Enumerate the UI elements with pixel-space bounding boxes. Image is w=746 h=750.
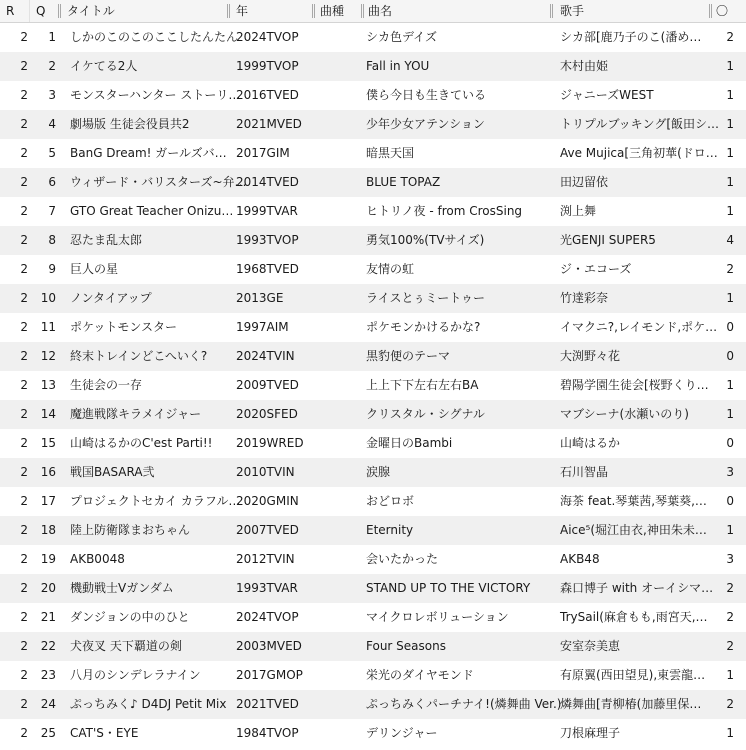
column-header-r[interactable]: R [6, 4, 15, 18]
cell-artist: Aice⁵(堀江由衣,神田朱未… [560, 523, 707, 537]
cell-artist: イマクニ?,レイモンド,ポケ… [560, 320, 718, 334]
column-header-q[interactable]: Q [36, 4, 46, 18]
cell-song: 涙腺 [366, 465, 391, 479]
cell-title: 山崎はるかのC'est Parti!! [70, 436, 213, 450]
cell-artist: 安室奈美恵 [560, 639, 621, 653]
cell-year: 1993TVAR [236, 581, 298, 595]
table-row[interactable] [0, 400, 746, 429]
cell-title: 魔進戦隊キラメイジャー [70, 407, 202, 421]
cell-r: 2 [20, 30, 28, 44]
cell-year: 2020GMIN [236, 494, 299, 508]
cell-q: 21 [40, 610, 56, 624]
cell-artist: 碧陽学園生徒会[桜野くり… [560, 378, 709, 392]
column-resize-handle[interactable] [361, 4, 364, 18]
cell-artist: 渕上舞 [560, 204, 597, 218]
cell-q: 11 [40, 320, 56, 334]
column-resize-handle[interactable] [709, 4, 712, 18]
cell-r: 2 [20, 697, 28, 711]
cell-year: 1999TVAR [236, 204, 298, 218]
cell-artist: 光GENJI SUPER5 [560, 233, 656, 247]
cell-q: 10 [40, 291, 56, 305]
cell-q: 24 [40, 697, 56, 711]
cell-year: 2021MVED [236, 117, 302, 131]
cell-r: 2 [20, 349, 28, 363]
table-row[interactable] [0, 429, 746, 458]
cell-title: CAT'S・EYE [70, 726, 139, 740]
cell-title: 戦国BASARA弐 [70, 465, 155, 479]
cell-song: Fall in YOU [366, 59, 430, 73]
cell-r: 2 [20, 552, 28, 566]
cell-song: ポケモンかけるかな? [366, 320, 481, 334]
cell-count: 1 [726, 407, 734, 421]
cell-title: イケてる2人 [70, 59, 138, 73]
cell-r: 2 [20, 726, 28, 740]
cell-artist: 大渕野々花 [560, 349, 621, 363]
cell-year: 2016TVED [236, 88, 299, 102]
table-row[interactable] [0, 226, 746, 255]
cell-count: 2 [726, 262, 734, 276]
cell-artist: 燐舞曲[青柳椿(加藤里保… [560, 697, 702, 711]
table-row[interactable] [0, 603, 746, 632]
column-resize-handle[interactable] [58, 4, 61, 18]
cell-artist: 森口博子 with オーイシマ… [560, 581, 714, 595]
cell-q: 22 [40, 639, 56, 653]
cell-artist: 山崎はるか [560, 436, 621, 450]
cell-q: 8 [48, 233, 56, 247]
cell-song: BLUE TOPAZ [366, 175, 441, 189]
cell-r: 2 [20, 407, 28, 421]
cell-title: 巨人の星 [70, 262, 119, 276]
column-header-artist[interactable]: 歌手 [560, 4, 585, 18]
table-row[interactable] [0, 516, 746, 545]
cell-year: 2019WRED [236, 436, 304, 450]
cell-song: Four Seasons [366, 639, 446, 653]
cell-song: おどロボ [366, 494, 415, 508]
cell-artist: TrySail(麻倉もも,雨宮天,… [560, 610, 708, 624]
cell-artist: 石川智晶 [560, 465, 609, 479]
cell-song: 少年少女アテンション [366, 117, 485, 131]
table-row[interactable] [0, 110, 746, 139]
table-row[interactable] [0, 23, 746, 52]
table-row[interactable] [0, 313, 746, 342]
cell-year: 2010TVIN [236, 465, 295, 479]
cell-song: シカ色デイズ [366, 30, 438, 44]
table-row[interactable] [0, 139, 746, 168]
cell-count: 1 [726, 291, 734, 305]
cell-r: 2 [20, 291, 28, 305]
cell-artist: トリプルブッキング[飯田シ… [560, 117, 720, 131]
cell-count: 1 [726, 668, 734, 682]
cell-song: Eternity [366, 523, 414, 537]
cell-artist: Ave Mujica[三角初華(ドロ… [560, 146, 718, 160]
cell-q: 16 [40, 465, 56, 479]
table-row[interactable] [0, 81, 746, 110]
cell-r: 2 [20, 610, 28, 624]
cell-year: 2020SFED [236, 407, 298, 421]
cell-year: 2017GMOP [236, 668, 303, 682]
cell-count: 1 [726, 117, 734, 131]
cell-r: 2 [20, 262, 28, 276]
column-header-year[interactable]: 年 [236, 4, 249, 18]
cell-year: 2013GE [236, 291, 284, 305]
cell-q: 23 [40, 668, 56, 682]
table-row[interactable] [0, 284, 746, 313]
cell-r: 2 [20, 320, 28, 334]
cell-song: 僕ら今日も生きている [366, 88, 487, 102]
cell-title: 生徒会の一存 [70, 378, 143, 392]
table-row[interactable] [0, 632, 746, 661]
cell-song: 金曜日のBambi [366, 436, 453, 450]
cell-q: 14 [40, 407, 56, 421]
cell-count: 2 [726, 30, 734, 44]
cell-title: ポケットモンスター [70, 320, 178, 334]
cell-artist: ジャニーズWEST [560, 88, 654, 102]
cell-count: 0 [726, 436, 734, 450]
cell-q: 5 [48, 146, 56, 160]
cell-q: 17 [40, 494, 56, 508]
cell-q: 25 [40, 726, 56, 740]
column-header-count[interactable]: 〇 [716, 4, 729, 18]
cell-title: 終末トレインどこへいく? [70, 349, 208, 363]
cell-song: ヒトリノ夜 - from CrosSing [366, 204, 523, 218]
cell-artist: シカ部[鹿乃子のこ(潘め… [560, 30, 702, 44]
cell-r: 2 [20, 204, 28, 218]
cell-title: 忍たま乱太郎 [70, 233, 143, 247]
table-row[interactable] [0, 661, 746, 690]
cell-artist: AKB48 [560, 552, 600, 566]
column-resize-handle[interactable] [312, 4, 315, 18]
table-row[interactable] [0, 690, 746, 719]
table-row[interactable] [0, 545, 746, 574]
cell-q: 2 [48, 59, 56, 73]
cell-r: 2 [20, 581, 28, 595]
cell-title: モンスターハンター ストーリ… [70, 88, 241, 102]
cell-title: AKB0048 [70, 552, 125, 566]
table-row[interactable] [0, 255, 746, 284]
cell-count: 0 [726, 494, 734, 508]
cell-song: 上上下下左右左右BA [366, 378, 479, 392]
cell-year: 2024TVIN [236, 349, 295, 363]
cell-year: 2012TVIN [236, 552, 295, 566]
cell-song: 友情の虹 [366, 262, 415, 276]
cell-year: 1999TVOP [236, 59, 299, 73]
cell-q: 20 [40, 581, 56, 595]
cell-title: ウィザード・バリスターズ~弁… [70, 175, 247, 189]
cell-song: マイクロレボリューション [366, 610, 509, 624]
cell-year: 2009TVED [236, 378, 299, 392]
table-row[interactable] [0, 458, 746, 487]
cell-year: 2003MVED [236, 639, 302, 653]
cell-song: ぷっちみくパーチナイ!(燐舞曲 Ver.) [366, 697, 562, 711]
cell-count: 1 [726, 175, 734, 189]
cell-title: 犬夜叉 天下覇道の剣 [70, 639, 182, 653]
cell-title: ノンタイアップ [70, 291, 152, 305]
table-header [0, 0, 746, 23]
cell-q: 12 [40, 349, 56, 363]
cell-count: 0 [726, 320, 734, 334]
cell-r: 2 [20, 436, 28, 450]
cell-count: 1 [726, 726, 734, 740]
cell-count: 2 [726, 610, 734, 624]
cell-title: BanG Dream! ガールズバ… [70, 146, 227, 160]
cell-q: 19 [40, 552, 56, 566]
cell-r: 2 [20, 117, 28, 131]
cell-count: 1 [726, 88, 734, 102]
cell-title: しかのこのこのここしたんたん [70, 30, 239, 44]
column-resize-handle[interactable] [550, 4, 553, 18]
table-row[interactable] [0, 719, 746, 748]
table-row[interactable] [0, 168, 746, 197]
cell-count: 1 [726, 523, 734, 537]
cell-r: 2 [20, 668, 28, 682]
cell-r: 2 [20, 378, 28, 392]
cell-q: 1 [48, 30, 56, 44]
cell-year: 2021TVED [236, 697, 299, 711]
cell-count: 2 [726, 581, 734, 595]
cell-r: 2 [20, 59, 28, 73]
cell-count: 3 [726, 552, 734, 566]
cell-title: 劇場版 生徒会役員共2 [70, 117, 190, 131]
cell-year: 2024TVOP [236, 610, 299, 624]
cell-count: 0 [726, 349, 734, 363]
cell-title: 機動戦士Vガンダム [70, 581, 174, 595]
column-header-song[interactable]: 曲名 [368, 4, 393, 18]
cell-count: 1 [726, 59, 734, 73]
cell-q: 7 [48, 204, 56, 218]
cell-year: 2007TVED [236, 523, 299, 537]
table-row[interactable] [0, 487, 746, 516]
cell-q: 9 [48, 262, 56, 276]
cell-r: 2 [20, 639, 28, 653]
cell-artist: 木村由姫 [560, 59, 609, 73]
cell-song: 栄光のダイヤモンド [366, 668, 474, 682]
cell-title: 陸上防衛隊まおちゃん [70, 523, 191, 537]
table-row[interactable] [0, 371, 746, 400]
cell-q: 3 [48, 88, 56, 102]
cell-r: 2 [20, 175, 28, 189]
cell-title: 八月のシンデレラナイン [70, 668, 201, 682]
cell-title: ぷっちみく♪ D4DJ Petit Mix [70, 697, 227, 711]
cell-artist: 有原翼(西田望見),東雲龍… [560, 668, 706, 682]
cell-year: 2014TVED [236, 175, 299, 189]
cell-year: 1993TVOP [236, 233, 299, 247]
cell-count: 1 [726, 146, 734, 160]
table-row[interactable] [0, 342, 746, 371]
cell-year: 1997AIM [236, 320, 289, 334]
cell-q: 6 [48, 175, 56, 189]
cell-title: ダンジョンの中のひと [70, 610, 190, 624]
cell-song: デリンジャー [366, 726, 438, 740]
cell-artist: 海茶 feat.琴葉茜,琴葉葵,… [560, 494, 707, 508]
cell-r: 2 [20, 494, 28, 508]
cell-count: 1 [726, 204, 734, 218]
cell-artist: マブシーナ(水瀬いのり) [560, 407, 689, 421]
cell-q: 4 [48, 117, 56, 131]
cell-artist: ジ・エコーズ [560, 262, 632, 276]
cell-song: 会いたかった [366, 552, 439, 566]
column-header-type[interactable]: 曲種 [320, 4, 345, 18]
cell-count: 1 [726, 378, 734, 392]
cell-artist: 竹達彩奈 [560, 291, 609, 305]
cell-count: 4 [726, 233, 734, 247]
cell-q: 18 [40, 523, 56, 537]
cell-count: 2 [726, 639, 734, 653]
column-header-title[interactable]: タイトル [67, 4, 115, 18]
table-row[interactable] [0, 52, 746, 81]
column-resize-handle[interactable] [227, 4, 230, 18]
cell-song: ライスとぅミートゥー [366, 291, 485, 305]
cell-year: 2017GIM [236, 146, 290, 160]
cell-r: 2 [20, 233, 28, 247]
cell-r: 2 [20, 523, 28, 537]
cell-song: クリスタル・シグナル [366, 407, 485, 421]
cell-title: GTO Great Teacher Onizu… [70, 204, 234, 218]
cell-song: 黒豹便のテーマ [366, 349, 451, 363]
table-row[interactable] [0, 574, 746, 603]
cell-year: 2024TVOP [236, 30, 299, 44]
cell-count: 3 [726, 465, 734, 479]
cell-r: 2 [20, 465, 28, 479]
cell-artist: 刀根麻理子 [560, 726, 621, 740]
cell-count: 2 [726, 697, 734, 711]
cell-year: 1984TVOP [236, 726, 299, 740]
cell-song: 暗黒天国 [366, 146, 415, 160]
cell-artist: 田辺留依 [560, 175, 609, 189]
cell-song: 勇気100%(TVサイズ) [366, 233, 485, 247]
cell-q: 15 [40, 436, 56, 450]
cell-r: 2 [20, 146, 28, 160]
cell-title: プロジェクトセカイ カラフル… [70, 494, 241, 508]
cell-q: 13 [40, 378, 56, 392]
cell-r: 2 [20, 88, 28, 102]
cell-year: 1968TVED [236, 262, 299, 276]
table-row[interactable] [0, 197, 746, 226]
cell-song: STAND UP TO THE VICTORY [366, 581, 531, 595]
